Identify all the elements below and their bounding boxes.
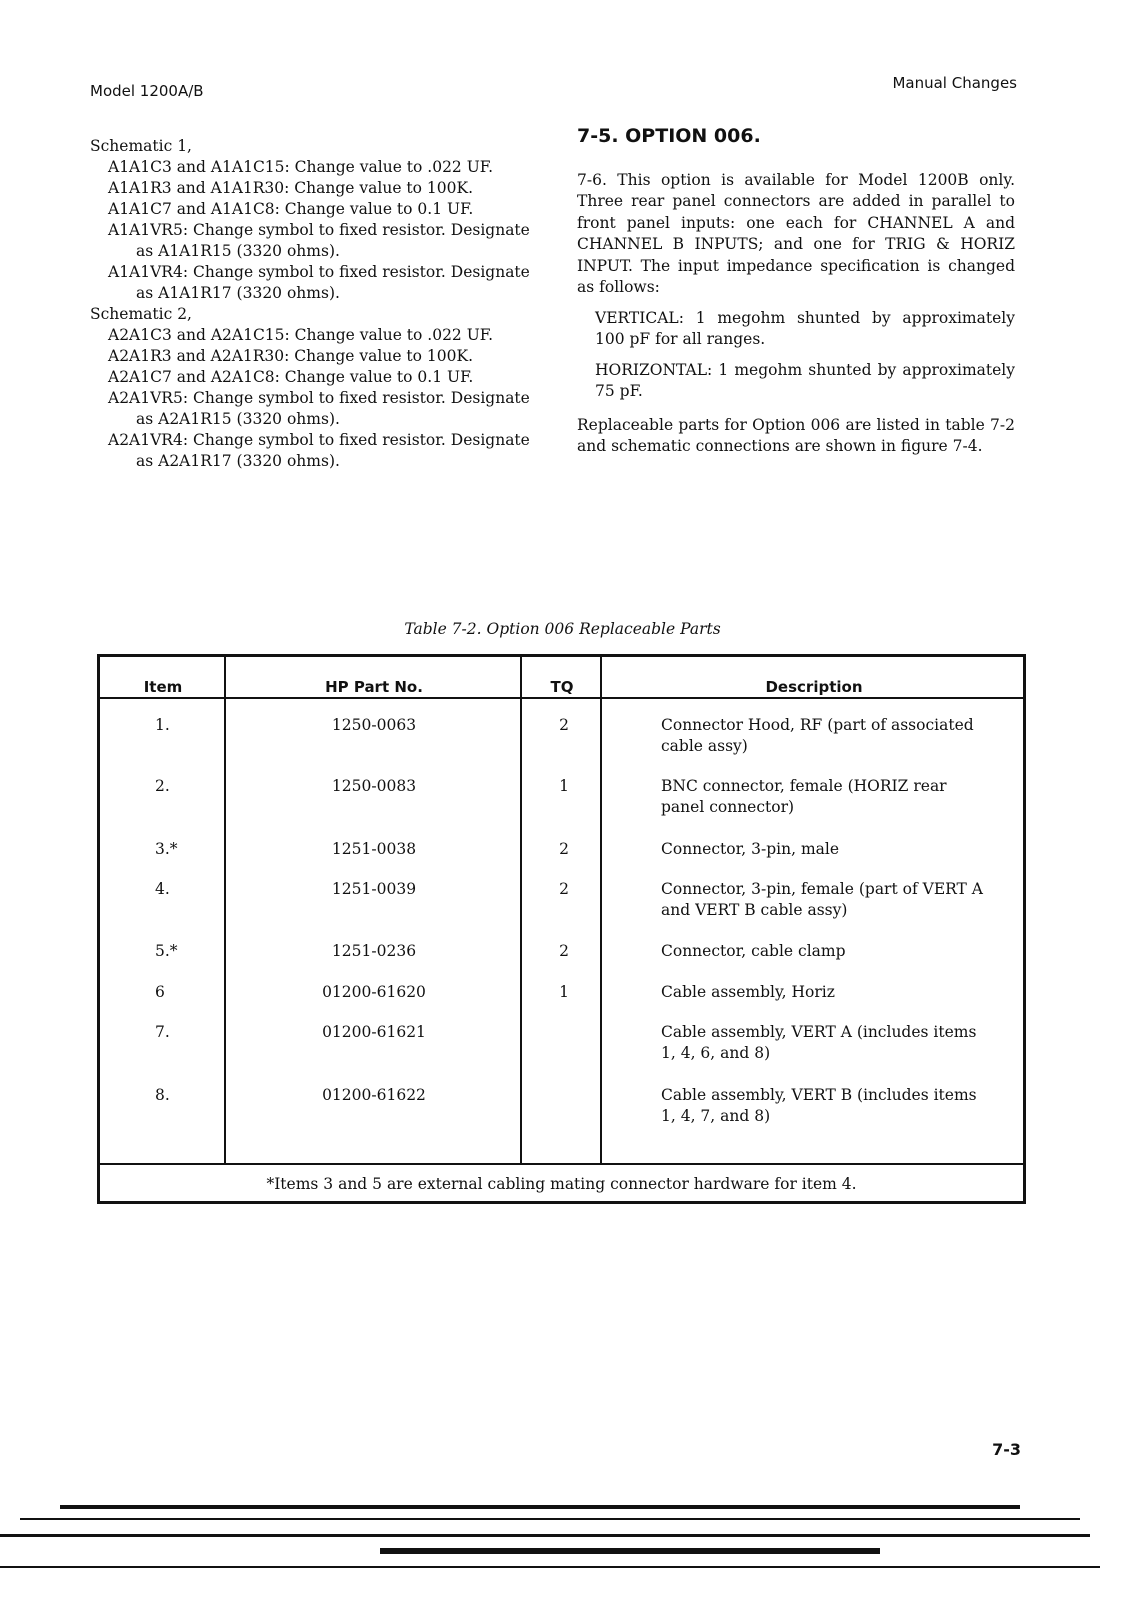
scan-artifact-bar	[380, 1548, 880, 1554]
description-cell: Connector, cable clamp	[661, 942, 846, 960]
scan-artifact-bar	[60, 1505, 1020, 1509]
schematic-changes-column	[90, 136, 540, 472]
part-cell: 1251-0039	[331, 880, 417, 898]
part-cell: 1251-0236	[331, 942, 417, 960]
item-cell: 4.	[155, 880, 170, 898]
change-item: A1A1R3 and A1A1R30: Change value to 100K.	[108, 179, 473, 197]
tq-cell: 1	[559, 777, 569, 795]
description-cell: Connector Hood, RF (part of associated cable assy)	[661, 716, 974, 755]
description-cell: Connector, 3-pin, male	[661, 840, 840, 858]
description-cell: BNC connector, female (HORIZ rear panel connector)	[661, 777, 947, 816]
scan-artifact-bar	[0, 1534, 1090, 1537]
header-description: Description	[765, 678, 863, 696]
section-header: Manual Changes	[892, 74, 1017, 92]
item-cell: 1.	[155, 716, 170, 734]
part-cell: 1250-0083	[331, 777, 417, 795]
table-title: Table 7-2. Option 006 Replaceable Parts	[404, 620, 721, 638]
change-item: A2A1R3 and A2A1R30: Change value to 100K.	[108, 347, 473, 365]
replaceable-parts-note: Replaceable parts for Option 006 are listed in table 7-2 and schematic connections are shown in figure 7-4.	[577, 415, 1015, 455]
tq-cell: 2	[559, 942, 569, 960]
part-cell: 01200-61622	[322, 1086, 426, 1104]
option-006-column	[577, 126, 1015, 458]
paragraph-7-6: 7-6. This option is available for Model 1200B only. Three rear panel connectors are added in parallel to front panel inputs: one each for CHANNEL A and CHANNEL B INPUTS; and one for TRIG & HORIZ INPUT. The input impedance specification is changed as follows:	[577, 170, 1015, 296]
item-cell: 5.*	[155, 942, 178, 960]
header-item: Item	[143, 678, 183, 696]
change-item: A1A1C3 and A1A1C15: Change value to .022 UF.	[108, 158, 494, 176]
description-cell: Cable assembly, Horiz	[661, 983, 835, 1001]
replaceable-parts-table	[97, 654, 1026, 1204]
header-tq: TQ	[550, 678, 574, 696]
change-item: A2A1VR4: Change symbol to fixed resistor. Designate as A2A1R17 (3320 ohms).	[108, 431, 530, 470]
vertical-spec: VERTICAL: 1 megohm shunted by approximately 100 pF for all ranges.	[595, 308, 1015, 348]
change-item: A1A1VR4: Change symbol to fixed resistor. Designate as A1A1R17 (3320 ohms).	[108, 263, 530, 302]
change-item: A2A1VR5: Change symbol to fixed resistor. Designate as A2A1R15 (3320 ohms).	[108, 389, 530, 428]
scan-artifact-bar	[0, 1566, 1100, 1568]
change-item: A1A1C7 and A1A1C8: Change value to 0.1 UF.	[108, 200, 474, 218]
description-cell: Cable assembly, VERT A (includes items 1, 4, 6, and 8)	[661, 1023, 977, 1062]
horizontal-spec: HORIZONTAL: 1 megohm shunted by approximately 75 pF.	[595, 360, 1015, 400]
tq-cell: 2	[559, 716, 569, 734]
header-part-no: HP Part No.	[325, 678, 423, 696]
item-cell: 8.	[155, 1086, 170, 1104]
part-cell: 1251-0038	[331, 840, 417, 858]
table-header-row	[100, 657, 1023, 699]
column-divider	[224, 657, 226, 1163]
schematic-heading: Schematic 1,	[90, 137, 192, 155]
schematic-heading: Schematic 2,	[90, 305, 192, 323]
scan-artifact-bar	[20, 1518, 1080, 1520]
option-heading: 7-5. OPTION 006.	[577, 125, 761, 147]
change-item: A2A1C7 and A2A1C8: Change value to 0.1 UF.	[108, 368, 474, 386]
tq-cell: 2	[559, 880, 569, 898]
description-cell: Cable assembly, VERT B (includes items 1, 4, 7, and 8)	[661, 1086, 977, 1125]
description-cell: Connector, 3-pin, female (part of VERT A and VERT B cable assy)	[661, 880, 983, 919]
table-footnote: *Items 3 and 5 are external cabling mating connector hardware for item 4.	[100, 1163, 1023, 1207]
part-cell: 1250-0063	[331, 716, 417, 734]
tq-cell: 2	[559, 840, 569, 858]
item-cell: 7.	[155, 1023, 170, 1041]
item-cell: 6	[155, 983, 165, 1001]
part-cell: 01200-61620	[322, 983, 426, 1001]
change-item: A1A1VR5: Change symbol to fixed resistor. Designate as A1A1R15 (3320 ohms).	[108, 221, 530, 260]
page-number: 7-3	[992, 1440, 1021, 1459]
item-cell: 2.	[155, 777, 170, 795]
column-divider	[520, 657, 522, 1163]
change-item: A2A1C3 and A2A1C15: Change value to .022 UF.	[108, 326, 494, 344]
tq-cell: 1	[559, 983, 569, 1001]
part-cell: 01200-61621	[322, 1023, 426, 1041]
model-header: Model 1200A/B	[90, 82, 204, 100]
item-cell: 3.*	[155, 840, 178, 858]
